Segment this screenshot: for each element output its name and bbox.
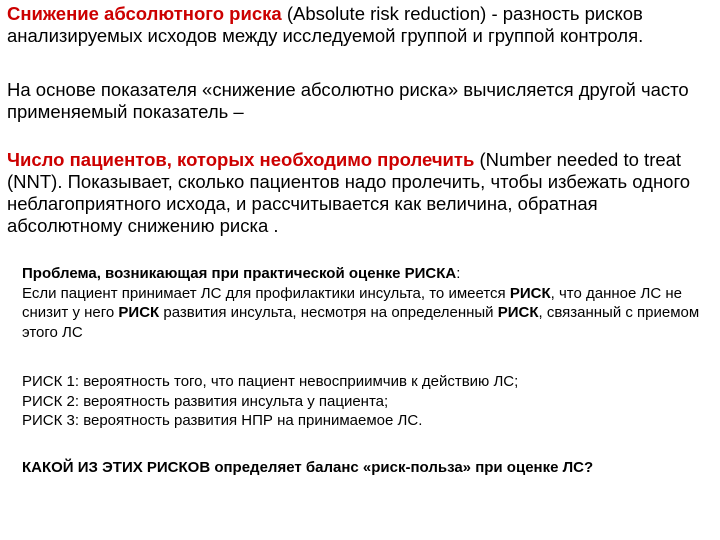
problem-heading — [22, 264, 714, 284]
risk-item-1: РИСК 1: вероятность того, что пациент невосприимчив к действию ЛС; — [22, 373, 519, 390]
arr-term: Снижение абсолютного риска — [7, 3, 282, 24]
problem-heading-colon: : — [456, 265, 461, 282]
problem-text-4: , связанный с приемом этого ЛС — [22, 304, 700, 341]
problem-text-2: , что данное ЛС не снизит у него — [22, 284, 682, 321]
basis-text: На основе показателя «снижение абсолютно риска» вычисляется другой часто применяемый показатель – — [7, 79, 689, 122]
basis-paragraph — [7, 79, 713, 123]
problem-body — [22, 284, 714, 343]
risk-item-3: РИСК 3: вероятность развития НПР на принимаемое ЛС. — [22, 412, 423, 429]
question: КАКОЙ ИЗ ЭТИХ РИСКОВ определяет баланс «риск-польза» при оценке ЛС? — [22, 459, 594, 476]
risk-word-a: РИСК — [509, 284, 551, 302]
risk-item-2: РИСК 2: вероятность развития инсульта у пациента; — [22, 392, 389, 410]
risk-word-b: РИСК — [118, 304, 160, 321]
nnt-term: Число пациентов, которых необходимо пролечить — [7, 149, 475, 170]
risk-word-c: РИСК — [497, 304, 539, 321]
arr-text: (Absolute risk reduction) - разность рисков анализируемых исходов между исследуемой группой и группой контроля. — [7, 3, 644, 46]
nnt-definition — [7, 149, 713, 237]
nnt-text: (Number needed to treat (NNT). Показывает, сколько пациентов надо пролечить, чтобы избежать одного неблагоприятного исхода, и рассчитывается как величина, обратная абсолютному снижению риска . — [7, 149, 691, 236]
problem-text-3: развития инсульта, несмотря на определенный — [159, 304, 498, 321]
problem-text-1: Если пациент принимает ЛС для профилактики инсульта, то имеется — [22, 284, 510, 302]
problem-heading-text: Проблема, возникающая при практической оценке РИСКА — [22, 265, 457, 282]
arr-definition — [7, 3, 713, 47]
